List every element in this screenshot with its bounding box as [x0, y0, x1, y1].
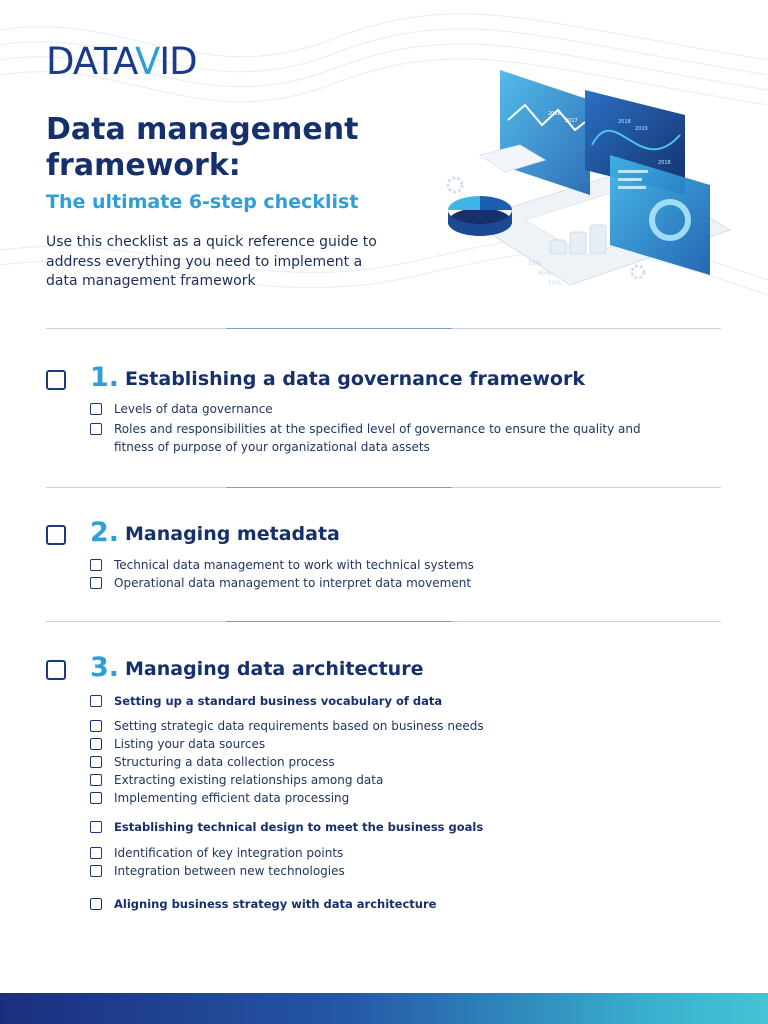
item-checkbox[interactable]: [90, 847, 102, 859]
illus-bar-label-0: 25%: [528, 260, 542, 267]
section-divider: [46, 328, 721, 329]
checklist-item: [90, 574, 650, 592]
logo-text-accent: V: [134, 40, 160, 83]
item-text: Setting up a standard business vocabulary of data: [114, 694, 443, 708]
page-subtitle: The ultimate 6-step checklist: [46, 191, 359, 213]
logo-text-id: ID: [159, 40, 197, 83]
checklist-item: [90, 735, 650, 753]
section-header: [46, 652, 736, 686]
item-text: Setting strategic data requirements based on business needs: [114, 719, 484, 733]
checklist-section-1: [46, 362, 736, 454]
item-checkbox[interactable]: [90, 774, 102, 786]
section-checkbox[interactable]: [46, 660, 66, 680]
item-checkbox[interactable]: [90, 577, 102, 589]
item-checkbox[interactable]: [90, 821, 102, 833]
item-checkbox[interactable]: [90, 695, 102, 707]
section-divider: [46, 621, 721, 622]
section-number: 1.: [90, 362, 120, 393]
item-text: Extracting existing relationships among data: [114, 773, 384, 787]
item-checkbox[interactable]: [90, 403, 102, 415]
checklist-item-heading: [90, 895, 650, 913]
logo-text-data: DATA: [46, 40, 135, 83]
checklist-item: [90, 556, 650, 574]
section-divider: [46, 487, 721, 488]
checklist-item: [90, 789, 650, 807]
checklist-item-heading: [90, 692, 650, 710]
item-checkbox[interactable]: [90, 865, 102, 877]
item-text: Establishing technical design to meet the business goals: [114, 820, 484, 834]
item-checkbox[interactable]: [90, 756, 102, 768]
intro-paragraph: Use this checklist as a quick reference guide to address everything you need to implement a data management framework: [46, 234, 377, 289]
illus-label-1: 2017: [565, 118, 578, 124]
section-number: 2.: [90, 517, 120, 548]
item-checkbox[interactable]: [90, 898, 102, 910]
checklist-item: [90, 753, 650, 771]
section-number: 3.: [90, 652, 120, 683]
section-title: Managing metadata: [125, 523, 340, 545]
section-checkbox[interactable]: [46, 525, 66, 545]
checklist-item: [90, 400, 650, 418]
section-header: [46, 362, 736, 396]
section-title: Managing data architecture: [125, 658, 424, 680]
item-text: Operational data management to interpret data movement: [114, 576, 472, 590]
checklist-section-2: [46, 517, 736, 590]
checklist-item: [90, 844, 650, 862]
item-text: Levels of data governance: [114, 402, 273, 416]
item-text: Roles and responsibilities at the specified level of governance to ensure the quality and fitness of purpose of your organizational data assets: [114, 422, 641, 454]
illus-bar-label-2: 75%: [548, 280, 562, 287]
item-checkbox[interactable]: [90, 559, 102, 571]
page-title: Data management framework:: [46, 112, 359, 183]
checklist-item-heading: [90, 818, 650, 836]
illus-label-4: 2018: [658, 160, 671, 166]
checklist-item: [90, 717, 650, 735]
item-checkbox[interactable]: [90, 792, 102, 804]
dashboard-analytics-illustration: [430, 60, 750, 310]
illus-label-3: 2019: [635, 126, 648, 132]
checklist-item: [90, 420, 650, 456]
item-checkbox[interactable]: [90, 738, 102, 750]
item-text: Listing your data sources: [114, 737, 266, 751]
item-checkbox[interactable]: [90, 720, 102, 732]
item-text: Structuring a data collection process: [114, 755, 335, 769]
section-checkbox[interactable]: [46, 370, 66, 390]
datavid-logo: [46, 40, 197, 83]
illus-label-2: 2018: [618, 119, 631, 125]
illus-label-0: 2016: [548, 111, 561, 117]
section-title: Establishing a data governance framework: [125, 368, 585, 390]
footer-gradient-bar: [0, 993, 768, 1024]
item-checkbox[interactable]: [90, 423, 102, 435]
item-text: Integration between new technologies: [114, 864, 345, 878]
item-text: Identification of key integration points: [114, 846, 344, 860]
checklist-item: [90, 862, 650, 880]
item-text: Aligning business strategy with data architecture: [114, 897, 437, 911]
checklist-section-3: [46, 652, 736, 911]
section-header: [46, 517, 736, 551]
item-text: Implementing efficient data processing: [114, 791, 350, 805]
checklist-item: [90, 771, 650, 789]
item-text: Technical data management to work with technical systems: [114, 558, 474, 572]
illus-bar-label-1: 45%: [538, 270, 552, 277]
